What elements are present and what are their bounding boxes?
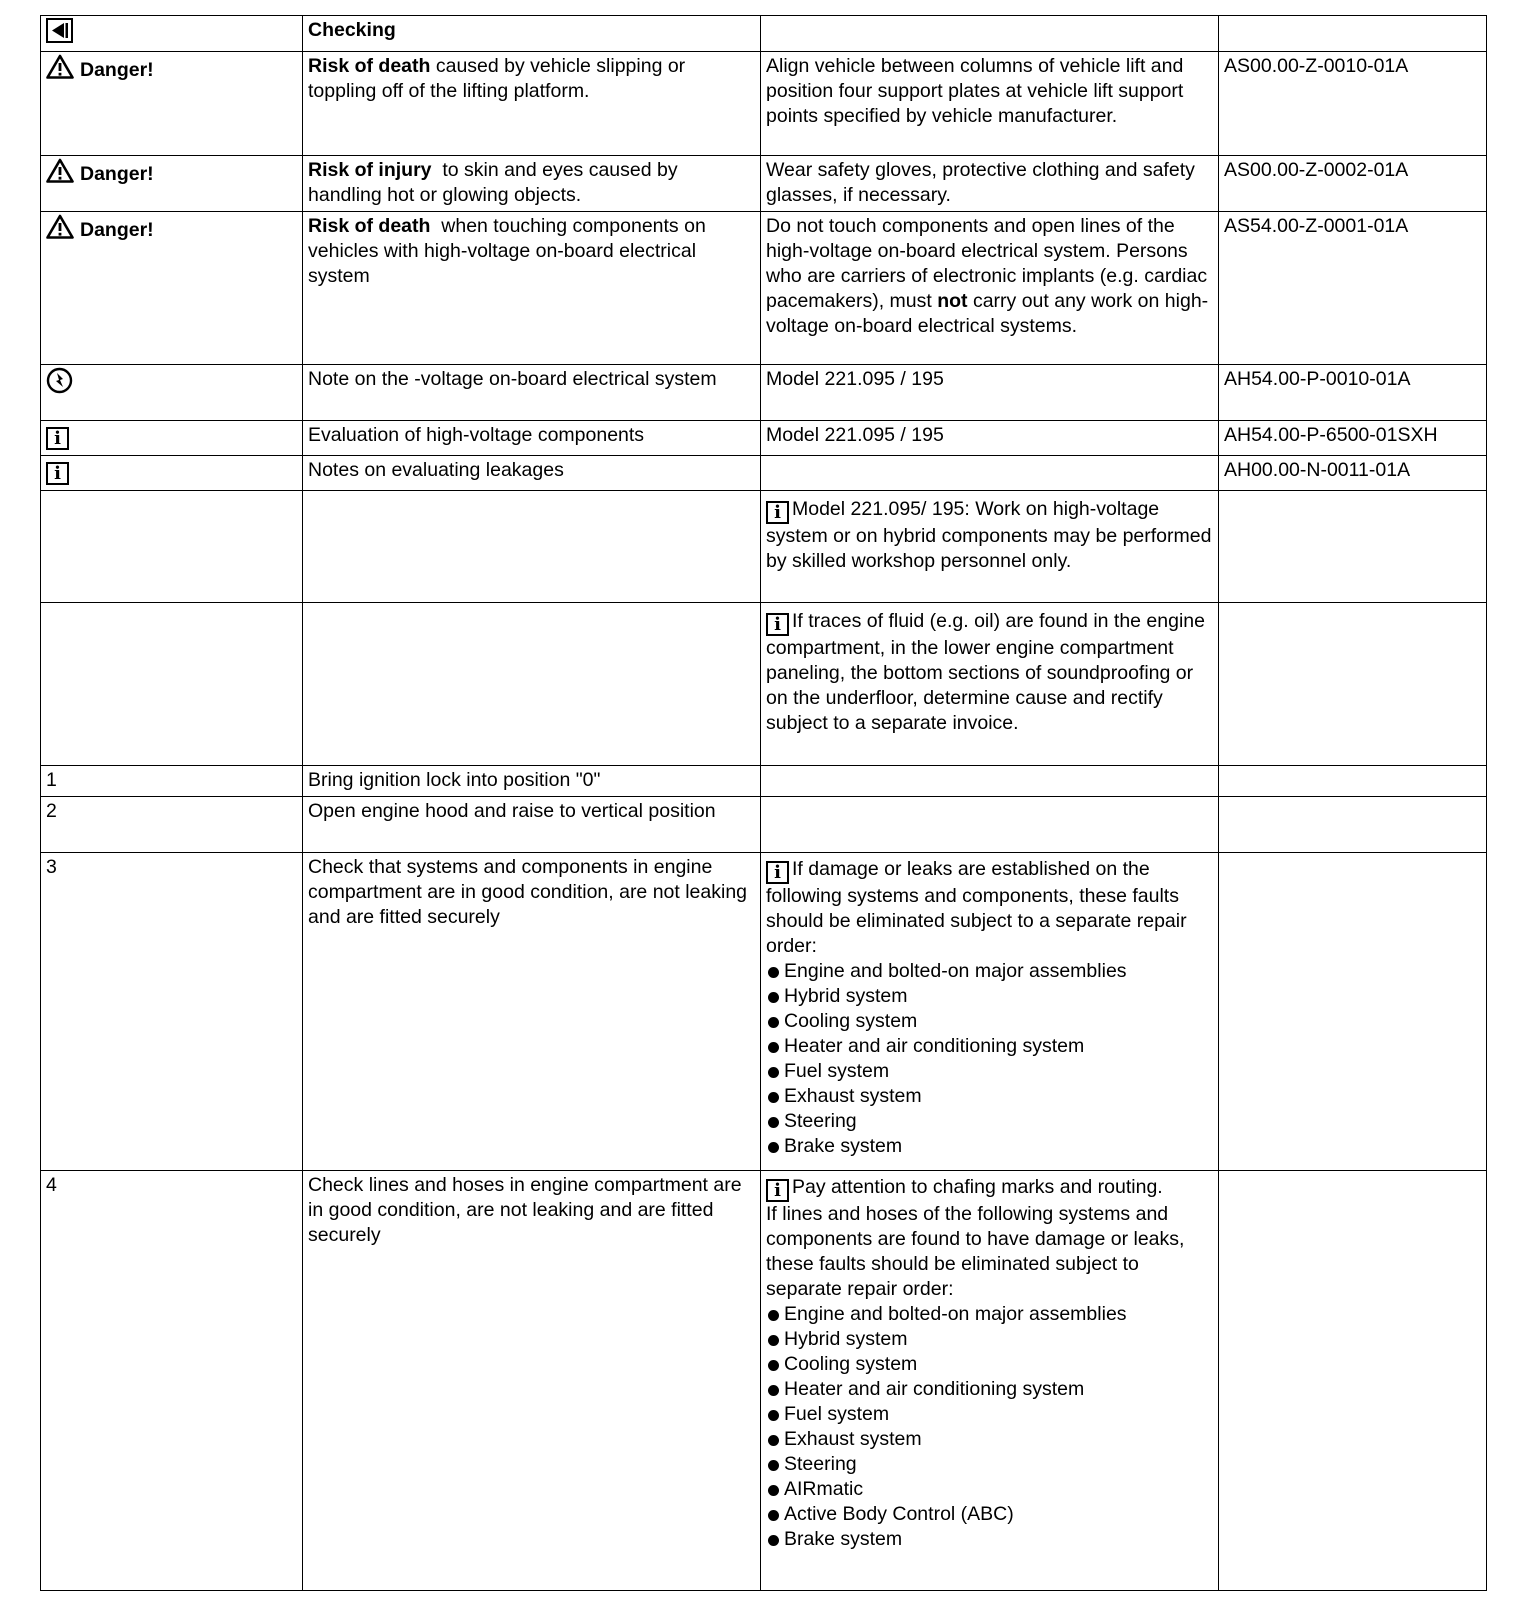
note-text: Notes on evaluating leakages xyxy=(303,456,761,491)
system-list xyxy=(766,1302,1213,1552)
safety-ref: AS00.00-Z-0010-01A xyxy=(1219,52,1487,156)
note-ref: AH54.00-P-6500-01SXH xyxy=(1219,421,1487,456)
note-ref: AH54.00-P-0010-01A xyxy=(1219,365,1487,421)
note-model xyxy=(761,456,1219,491)
danger-label: Danger! xyxy=(80,59,154,81)
empty-cell xyxy=(1219,491,1487,603)
action-text: carry out any work on high-voltage on-board electrical systems. xyxy=(766,290,1209,337)
step-text: Bring ignition lock into position "0" xyxy=(303,766,761,797)
step-number: 4 xyxy=(41,1171,303,1591)
warning-triangle-icon xyxy=(46,158,74,183)
step-text: Open engine hood and raise to vertical position xyxy=(303,797,761,853)
risk-description xyxy=(303,212,761,365)
safety-row xyxy=(41,156,1487,212)
warning-triangle-icon xyxy=(46,214,74,239)
info-note xyxy=(761,603,1219,766)
risk-text: to skin and eyes caused by handling hot or glowing objects. xyxy=(308,159,684,206)
header-title: Checking xyxy=(303,16,761,52)
empty-cell xyxy=(1219,766,1487,797)
danger-label: Danger! xyxy=(80,219,154,241)
empty-cell xyxy=(1219,1171,1487,1591)
safety-row xyxy=(41,52,1487,156)
header-row xyxy=(41,16,1487,52)
list-item: Exhaust system xyxy=(766,1084,1213,1109)
note-model: Model 221.095 / 195 xyxy=(761,421,1219,456)
info-icon: i xyxy=(766,501,789,524)
list-item: Fuel system xyxy=(766,1402,1213,1427)
risk-description xyxy=(303,52,761,156)
info-row xyxy=(41,603,1487,766)
risk-bold: Risk of death xyxy=(308,215,431,237)
safety-action: Align vehicle between columns of vehicle lift and position four support plates at vehicle lift support points specified by vehicle manufacturer. xyxy=(761,52,1219,156)
list-item: AIRmatic xyxy=(766,1477,1213,1502)
info-text: If traces of fluid (e.g. oil) are found in the engine compartment, in the lower engine compartment paneling, the bottom sections of soundproofing or on the underfloor, determine cause and rectify subject to a separate invoice. xyxy=(766,610,1205,734)
step-number: 1 xyxy=(41,766,303,797)
note-row xyxy=(41,365,1487,421)
note-ref: AH00.00-N-0011-01A xyxy=(1219,456,1487,491)
danger-label: Danger! xyxy=(80,163,154,185)
step-text: Check that systems and components in engine compartment are in good condition, are not leaking and are fitted securely xyxy=(303,853,761,1171)
step-note-text: Pay attention to chafing marks and routing. xyxy=(792,1176,1163,1198)
warning-triangle-icon xyxy=(46,54,74,79)
step-note-text: If damage or leaks are established on the following systems and components, these faults should be eliminated subject to a separate repair order: xyxy=(766,858,1187,957)
info-icon: i xyxy=(766,861,789,884)
note-text: Evaluation of high-voltage components xyxy=(303,421,761,456)
step-number: 2 xyxy=(41,797,303,853)
info-icon: i xyxy=(766,1179,789,1202)
empty-cell xyxy=(303,491,761,603)
note-model: Model 221.095 / 195 xyxy=(761,365,1219,421)
list-item: Active Body Control (ABC) xyxy=(766,1502,1213,1527)
safety-ref: AS00.00-Z-0002-01A xyxy=(1219,156,1487,212)
checklist-table xyxy=(40,15,1487,1591)
list-item: Engine and bolted-on major assemblies xyxy=(766,959,1213,984)
empty-cell xyxy=(303,603,761,766)
info-note xyxy=(761,491,1219,603)
note-icon-cell xyxy=(41,365,303,421)
list-item: Engine and bolted-on major assemblies xyxy=(766,1302,1213,1327)
list-item: Heater and air conditioning system xyxy=(766,1034,1213,1059)
info-icon: i xyxy=(766,613,789,636)
danger-label-cell xyxy=(41,156,303,212)
action-bold: not xyxy=(937,290,968,312)
step-text: Check lines and hoses in engine compartment are in good condition, are not leaking and are fitted securely xyxy=(303,1171,761,1591)
list-item: Brake system xyxy=(766,1134,1213,1159)
info-icon: i xyxy=(46,462,69,485)
step-number: 3 xyxy=(41,853,303,1171)
list-item: Cooling system xyxy=(766,1009,1213,1034)
header-icon-cell xyxy=(41,16,303,52)
note-icon-cell xyxy=(41,456,303,491)
safety-action: Wear safety gloves, protective clothing and safety glasses, if necessary. xyxy=(761,156,1219,212)
info-icon: i xyxy=(46,427,69,450)
list-item: Cooling system xyxy=(766,1352,1213,1377)
info-row xyxy=(41,491,1487,603)
list-item: Heater and air conditioning system xyxy=(766,1377,1213,1402)
note-row xyxy=(41,456,1487,491)
empty-cell xyxy=(1219,797,1487,853)
note-text: Note on the -voltage on-board electrical system xyxy=(303,365,761,421)
high-voltage-icon xyxy=(46,367,73,394)
header-empty-cell xyxy=(761,16,1219,52)
danger-label-cell xyxy=(41,52,303,156)
list-item: Brake system xyxy=(766,1527,1213,1552)
list-item: Fuel system xyxy=(766,1059,1213,1084)
note-row xyxy=(41,421,1487,456)
empty-cell xyxy=(41,603,303,766)
header-empty-cell xyxy=(1219,16,1487,52)
step-row xyxy=(41,853,1487,1171)
danger-label-cell xyxy=(41,212,303,365)
step-row xyxy=(41,1171,1487,1591)
info-text: Model 221.095/ 195: Work on high-voltage system or on hybrid components may be performed by skilled workshop personnel only. xyxy=(766,498,1212,572)
empty-cell xyxy=(761,766,1219,797)
step-note-text: If lines and hoses of the following systems and components are found to have damage or leaks, these faults should be eliminated subject to separate repair order: xyxy=(766,1203,1185,1300)
empty-cell xyxy=(761,797,1219,853)
list-item: Hybrid system xyxy=(766,984,1213,1009)
step-row xyxy=(41,797,1487,853)
empty-cell xyxy=(41,491,303,603)
list-item: Hybrid system xyxy=(766,1327,1213,1352)
list-item: Steering xyxy=(766,1452,1213,1477)
risk-bold: Risk of death xyxy=(308,55,431,77)
system-list xyxy=(766,959,1213,1159)
list-item: Exhaust system xyxy=(766,1427,1213,1452)
empty-cell xyxy=(1219,603,1487,766)
note-icon-cell xyxy=(41,421,303,456)
safety-action xyxy=(761,212,1219,365)
step-row xyxy=(41,766,1487,797)
step-note xyxy=(761,1171,1219,1591)
safety-ref: AS54.00-Z-0001-01A xyxy=(1219,212,1487,365)
safety-row xyxy=(41,212,1487,365)
empty-cell xyxy=(1219,853,1487,1171)
action-text: Do not touch components and open lines of the high-voltage on-board electrical system. Persons who are carriers of electronic implants (e.g. cardiac pacemakers), must xyxy=(766,215,1208,312)
list-item: Steering xyxy=(766,1109,1213,1134)
risk-description xyxy=(303,156,761,212)
risk-text: caused by vehicle slipping or toppling off of the lifting platform. xyxy=(308,55,691,102)
step-note xyxy=(761,853,1219,1171)
back-arrow-icon xyxy=(46,18,73,43)
risk-text: when touching components on vehicles with high-voltage on-board electrical system xyxy=(308,215,712,287)
risk-bold: Risk of injury xyxy=(308,159,432,181)
